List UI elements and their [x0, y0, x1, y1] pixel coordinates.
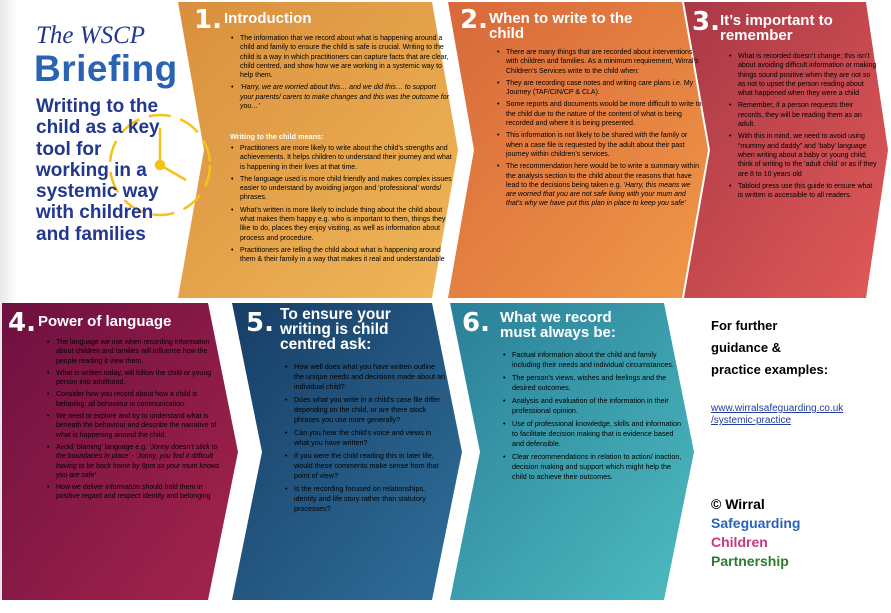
bullet-quote: ‘Jonny doesn’t stick to the boundaries in place’ - ‘Jonny, you find it difficult having to be back home by 9pm so your mum knows you are safe’ [56, 443, 220, 479]
list-item: • Can you hear the child’s voice and views in what you have written? [294, 428, 446, 448]
title-line: child [489, 25, 525, 42]
panel-1-bullets [230, 34, 450, 114]
panel-6-number: 6. [462, 308, 490, 338]
heading-line: For further [711, 318, 778, 333]
list-item [506, 162, 702, 208]
further-guidance-heading [711, 315, 828, 381]
list-item: • Clear recommendations in relation to action/ inaction, decision making and support which might help the child to achieve their outcomes. [512, 452, 682, 482]
list-item: • With this in mind, we need to avoid using “mummy and daddy” and ‘baby’ language when writing about a baby or young child; think of writing to the ‘adult child’ or as if they are 8 to 10 years old [738, 132, 878, 178]
list-item: • What is written today, will follow the child or young person into adulthood. [56, 369, 222, 388]
title-line: remember [720, 27, 793, 44]
list-item: • Use of professional knowledge, skills and information to facilitate decision making that is evidence based and defensible. [512, 419, 682, 449]
copyright-line-3: Children [711, 534, 768, 550]
list-item: • Tabloid press use this guide to ensure what is written is accessible to all readers. [738, 182, 878, 201]
panel-3-title [720, 13, 833, 43]
panel-3-bullets [728, 52, 878, 203]
wirral-safeguarding-link[interactable] [711, 403, 843, 427]
panel-6-title [500, 310, 616, 340]
panel-5-title [280, 307, 391, 352]
panel-5-number: 5. [246, 308, 274, 338]
list-item: • Consider how you record about how a child is behaving; all behaviour is communication. [56, 390, 222, 409]
copyright-line-1: © Wirral [711, 496, 765, 512]
bullet-text: The recommendation here would be to write a summary within the analysis section to the child about the reasons that have lead to the decisions being taken e.g. [506, 163, 699, 189]
list-item: • Some reports and documents would be more difficult to write to the child due to the nature of the content of what is being recorded and where it is being presented. [506, 100, 702, 128]
list-item: • What’s written is more likely to include thing about the child about what makes them happy e.g. who is important to them, things they like to do, places they enjoy visiting, as well as information about process and procedure. [240, 206, 452, 243]
list-item: • The person’s views, wishes and feelings and the desired outcomes. [512, 373, 682, 393]
list-item: • How we deliver information should hold them in positive regard and respect identity and belonging [56, 483, 222, 502]
panel-4-title: Power of language [38, 313, 172, 330]
copyright-block [711, 495, 800, 571]
copyright-line-4: Partnership [711, 553, 789, 569]
panel-5-bullets [284, 362, 446, 517]
panel-2-title [489, 11, 632, 41]
list-item: • ‘Harry, we are worried about this… and we did this… to support your parents/ carers to make changes and this was the outcome for you…’ [240, 83, 450, 111]
subtitle-line: tool for [36, 138, 102, 160]
brand-the-wscp: The WSCP [36, 22, 146, 49]
panel-2-bullets [496, 48, 702, 212]
list-item: • If you were the child reading this in later life, would these comments make sense from that point of view? [294, 451, 446, 481]
list-item: • Does what you write in a child’s case file differ depending on the child, or are there stock phrases you use more generally? [294, 395, 446, 425]
panel-4-bullets [46, 338, 222, 505]
list-item: • The language we use when recording information about children and families will influence how the people reading it view them. [56, 338, 222, 366]
list-item: • The language used is more child friendly and makes complex issues easier to understand by avoiding jargon and ‘professional’ words/ phrases. [240, 175, 452, 203]
bullet-text: Avoid ‘blaming’ language e.g. [56, 443, 148, 451]
panel-1-number: 1. [194, 5, 222, 35]
subtitle-line: child as a key [36, 117, 160, 139]
copyright-line-2: Safeguarding [711, 515, 801, 531]
link-line: www.wirralsafeguarding.co.uk [711, 403, 844, 414]
list-item: • Analysis and evaluation of the information in their professional opinion. [512, 396, 682, 416]
list-item: • This information is not likely to be shared with the family or when a case file is requested by the adult about their past journey within children’s services. [506, 131, 702, 159]
subtitle-line: Writing to the [36, 96, 159, 117]
list-item: • Practitioners are telling the child about what is happening around them & their family in a way that makes it real and understandable [240, 246, 452, 265]
list-item: • We need to explore and try to understand what is beneath the behaviour and describe the narrative of what is happening around the child. [56, 412, 222, 440]
brand-briefing: Briefing [34, 48, 178, 89]
list-item: • Factual information about the child and family including their needs and individual circumstances. [512, 350, 682, 370]
list-item: • There are many things that are recorded about interventions with children and families. As a minimum requirement, Wirral’s Children’s Services write to the child when: [506, 48, 702, 76]
list-item: • Remember, if a person requests their records, they will be reading them as an adult. [738, 101, 878, 129]
panel-1-subheading: Writing to the child means: [230, 132, 324, 141]
list-item: • What is recorded doesn’t change; this isn’t about avoiding difficult information or making things sound positive when they are not so as not to upset the person reading about what happened when they were a child [738, 52, 878, 98]
list-item: • Practitioners are more likely to write about the child’s strengths and achievements. It helps children to understand their journey and what is happening in their lives at that time. [240, 144, 452, 172]
heading-line: guidance & [711, 340, 782, 355]
list-item: • They are recording case notes and writing care plans i.e. My Journey (TAF/CIN/CP & CLA). [506, 79, 702, 98]
list-item: • How well does what you have written outline the unique needs and decisions made about an individual child? [294, 362, 446, 392]
list-item: • Is the recording focused on relationships, identity and life story rather than statutory processes? [294, 484, 446, 514]
panel-6-bullets [502, 350, 682, 485]
subtitle-line: with children [36, 202, 154, 224]
title-line: writing is child [280, 321, 389, 338]
panel-2-number: 2. [460, 5, 488, 35]
title-line: What we record [500, 309, 612, 326]
title-line: It’s important to [720, 12, 833, 29]
panel-3-number: 3. [692, 7, 720, 37]
title-line: centred ask: [280, 336, 372, 353]
link-line: /systemic-practice [711, 415, 792, 426]
subtitle-line: systemic way [36, 181, 159, 203]
subtitle-line: working in a [36, 159, 147, 181]
panel-4-number: 4. [8, 308, 36, 338]
panel-1-bullets-2 [230, 144, 452, 268]
heading-line: practice examples: [711, 362, 829, 377]
panel-1-title: Introduction [224, 10, 312, 27]
subtitle-line: and families [36, 223, 146, 245]
title-line: When to write to the [489, 10, 633, 27]
title-line: must always be: [500, 324, 616, 341]
list-item: • The information that we record about what is happening around a child and family to ensure the child is safe is crucial. Writing to the child is a way in which practitioners can capture facts that are clear, child centred, and show how we are working in a systemic way to help them. [240, 34, 450, 80]
title-line: To ensure your [280, 306, 391, 323]
bullet-quote: ‘Harry, this means we are worried that you are not safe living with your mum and that’s why we have put this plan in place to keep you safe’ [506, 181, 691, 208]
brand-subtitle [36, 96, 160, 245]
list-item [56, 443, 222, 480]
